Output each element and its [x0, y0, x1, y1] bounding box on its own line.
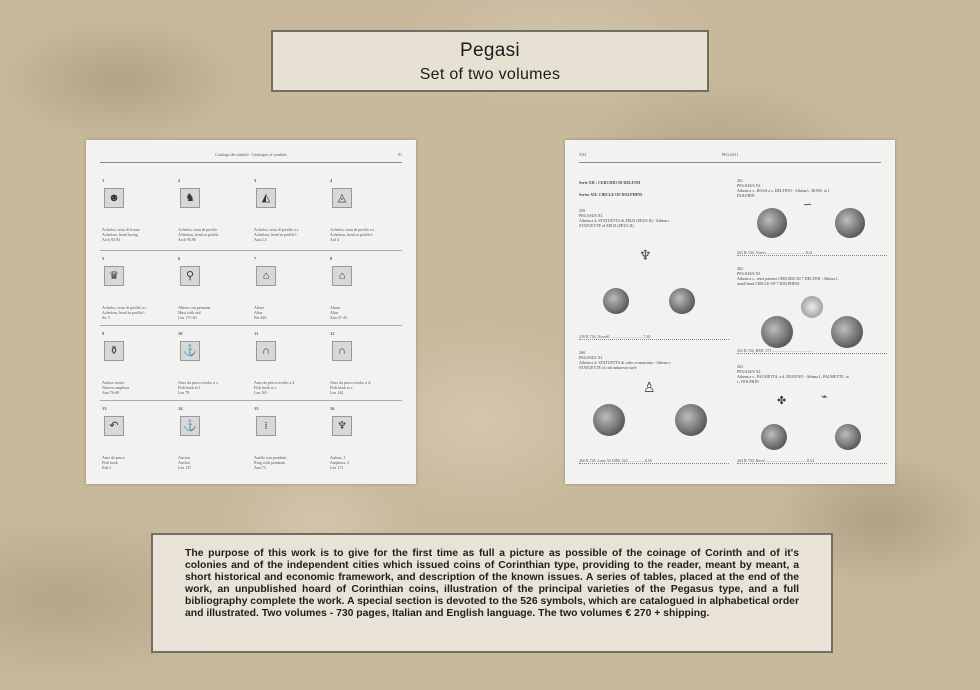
symbol-number: 15 — [254, 406, 259, 411]
symbol-number: 16 — [330, 406, 335, 411]
row-divider — [100, 400, 402, 401]
series-title-en: Series XII: CIRCLE OF DOLPHINS — [579, 192, 643, 197]
symbol-icon: ⌂ — [332, 266, 352, 286]
page-header-title: PEGASI I — [721, 152, 739, 157]
coin-reverse — [835, 208, 865, 238]
dolphin-icon: ∽ — [803, 199, 813, 211]
statuette-icon: ♆ — [639, 249, 652, 264]
coin-reverse — [675, 404, 707, 436]
symbol-caption: Albero con pennone Mast with sail Leu 175-46 — [178, 305, 211, 320]
page-header — [100, 152, 402, 163]
row-divider — [100, 250, 402, 251]
symbol-caption: Acheloo, testa di profilo a s. Achelous, head in profile l. Sic 5 — [102, 305, 148, 320]
coin-obverse — [603, 288, 629, 314]
palmette-icon: ✤ — [777, 395, 787, 407]
symbol-caption: Acheloo, testa di fronte Achelous, head facing Arch 93,94 — [102, 227, 140, 242]
sample-page-symbols — [86, 140, 416, 484]
product-subtitle: Set of two volumes — [419, 66, 561, 83]
symbol-number: 9 — [102, 331, 105, 336]
symbol-icon: ∩ — [256, 341, 276, 361]
sample-page-coins — [565, 140, 895, 484]
symbol-number: 7 — [254, 256, 257, 261]
symbol-number: 11 — [254, 331, 259, 336]
symbol-cell — [328, 174, 400, 246]
symbol-number: 4 — [330, 178, 333, 183]
coin-reference: 263 R.750, Revel ........................................ 8,54 — [737, 458, 887, 464]
symbol-caption: Acheloo, testa di profilo a s. Achelous, head in profile l. Aol 4 — [330, 227, 376, 242]
symbol-cell — [176, 252, 248, 324]
symbol-icon: ⚱ — [104, 341, 124, 361]
symbol-icon: ◭ — [256, 188, 276, 208]
coin-reference: 259 R.744, Nowell ................................ 7,40 — [579, 334, 729, 340]
page-number: 91 — [398, 152, 402, 157]
symbol-icon: ↶ — [104, 416, 124, 436]
symbol-number: 6 — [178, 256, 181, 261]
row-divider — [100, 325, 402, 326]
description-text: The purpose of this work is to give for the first time as full a picture as possible of the coinage of Corinth and of it's colonies and of the independent cities which issued coins of Corinthian type, providing to the reader, meant by meant, a short historical and economic framework, and description of the known issues. A series of tables, placed at the end of the work, an unpublished hoard of Corinthian coins, illustration of the principal varieties of the Pegasus type, and a full bibliography complete the work. A special section is devoted to the 526 symbols, which are catalogued in alphabetical order and illustrated. Two volumes - 730 pages, Italian and English language. The two volumes € 270 + shipping. — [185, 548, 799, 619]
coin-reverse — [831, 316, 863, 348]
series-title-it: Serie XII : CERCHIO DI DELFINI — [579, 180, 641, 185]
coin-entry: 261 PEGASUS XI. Athena a s., ROSA a s. DELFINO - Athena l., ROSE, to l. DOLPHIN — [737, 178, 830, 198]
symbol-cell — [328, 327, 400, 399]
symbol-caption: Altare Altar Ana 47-43 — [330, 305, 347, 320]
symbol-cell — [252, 402, 324, 474]
symbol-number: 10 — [178, 331, 183, 336]
symbol-caption: Amo da pesca rivolto a d. Fish hook to r. Leu 144 — [330, 380, 372, 395]
symbol-caption: Acheloo, testa di profilo a s. Achelous, head in profile l. Ana 2,3 — [254, 227, 300, 242]
coin-reference: 261 R.746, Varesi ...................................... 8,41 — [737, 250, 887, 256]
symbol-icon: ⌂ — [256, 266, 276, 286]
symbol-cell — [328, 402, 400, 474]
symbol-cell — [100, 252, 172, 324]
symbol-icon: ♆ — [332, 416, 352, 436]
coin-obverse — [757, 208, 787, 238]
symbol-number: 14 — [178, 406, 183, 411]
symbol-cell — [252, 174, 324, 246]
symbol-number: 3 — [254, 178, 257, 183]
coin-obverse — [593, 404, 625, 436]
symbol-cell — [176, 402, 248, 474]
dolphin-icon: ⌁ — [821, 391, 828, 403]
symbol-cell — [100, 327, 172, 399]
coin-entry: 263 PEGASUS XI. Athena a s., PALMETTA, a d. DELFINO - Athena l., PALMETTE, to r., DOLPHIN — [737, 364, 849, 384]
title-panel — [271, 30, 709, 92]
symbol-cell — [252, 252, 324, 324]
coin-reference: 260 R.745, Lanz 50 1989, 322 ............... 8,56 — [579, 458, 729, 464]
symbol-number: 12 — [330, 331, 335, 336]
symbol-caption: Anello con pendenti Ring with pendants Ana 73 — [254, 455, 287, 470]
coin-obverse — [761, 424, 787, 450]
symbol-icon: ♛ — [104, 266, 124, 286]
symbol-number: 13 — [102, 406, 107, 411]
coin-reverse — [669, 288, 695, 314]
coin-entry: 259 PEGASUS XI. Athena a d. STATUETTA di ZEUS (ZEUS II) - Athena r. STATUETTE of ZEUS (ZEUS II) — [579, 208, 671, 228]
symbol-icon: ∩ — [332, 341, 352, 361]
symbol-icon: ⚓ — [180, 416, 200, 436]
symbol-number: 2 — [178, 178, 181, 183]
symbol-cell — [100, 174, 172, 246]
symbol-icon: ⚲ — [180, 266, 200, 286]
symbol-icon: ◬ — [332, 188, 352, 208]
symbol-icon: ⁞ — [256, 416, 276, 436]
page-header — [579, 152, 881, 163]
product-title: Pegasi — [460, 40, 520, 61]
symbol-icon: ♞ — [180, 188, 200, 208]
symbol-icon: ⚓ — [180, 341, 200, 361]
page-header-title: Catalogo dei simboli - Catalogue of symbols — [215, 152, 287, 157]
statuette-icon: ♙ — [643, 381, 656, 396]
symbol-caption: Amo da pesca Fish hook Eub 1 — [102, 455, 125, 470]
symbol-caption: Amo da pesca rivolto a d. Fish hook to r. Leu 101 — [254, 380, 296, 395]
symbol-number: 1 — [102, 178, 105, 183]
symbol-caption: Ancora Anchor Leu 137 — [178, 455, 192, 470]
symbol-caption: Anfora stretto Narrow amphora Ana 76-68 — [102, 380, 130, 395]
symbol-number: 5 — [102, 256, 105, 261]
coin-entry: 262 PEGASUS XI. Athena a s., testa paterna CERCHIO DI 7 DELFINI - Athena l., small head CIRCLE OF 7 DOLPHINS — [737, 266, 840, 286]
coin-reverse — [835, 424, 861, 450]
symbol-cell — [252, 327, 324, 399]
coin-entry: 260 PEGASUS XI. Athena a d. STATUETTA di culto sconosciuto - Athena r. STATUETTE of cult unknown style — [579, 350, 671, 370]
symbol-cell — [176, 174, 248, 246]
symbol-caption: Anfora, 2 Amphora, 2 Leu 171 — [330, 455, 350, 470]
symbol-cell — [100, 402, 172, 474]
symbol-caption: Amo da pesca rivolto a s. Fish hook to l. Leu 79 — [178, 380, 219, 395]
symbol-icon: ☻ — [104, 188, 124, 208]
page-number: XXI — [579, 152, 587, 157]
dolphin-circle-icon — [801, 296, 823, 318]
coin-obverse — [761, 316, 793, 348]
symbol-caption: Altare Altar Ele 440 — [254, 305, 267, 320]
symbol-cell — [176, 327, 248, 399]
description-panel — [151, 533, 833, 653]
symbol-number: 8 — [330, 256, 333, 261]
symbol-cell — [328, 252, 400, 324]
symbol-caption: Acheloo, testa di profilo Achelous, head in profile Arch 95,96 — [178, 227, 219, 242]
coin-reference: 262 R.746, BMC 371 ......................................... — [737, 348, 887, 354]
